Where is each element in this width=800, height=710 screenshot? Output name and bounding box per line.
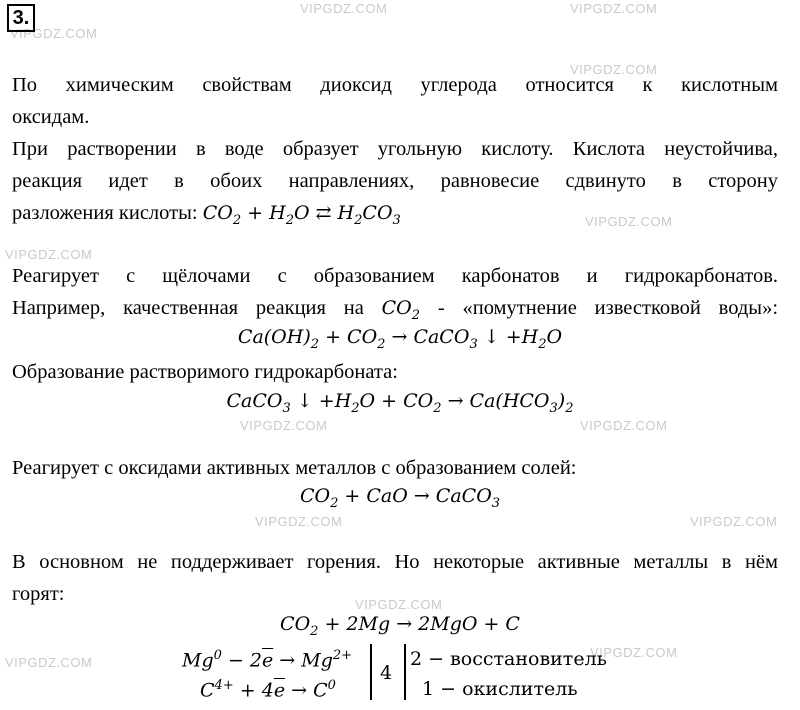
reducer-label: 2 − восстановитель (410, 648, 607, 670)
equation-magnesium: $CO_2 + 2Mg \to 2MgO + C$ (280, 613, 520, 639)
paragraph-4 (12, 356, 778, 388)
equation-cao: $CO_2$ + CaO → CaCO$_3$ (299, 485, 501, 511)
watermark: VIPGDZ.COM (355, 597, 443, 612)
text-line: В основном не поддерживает горения. Но некоторые активные металлы в нём (12, 551, 778, 573)
equation-limewater: $Ca(OH)_2 + CO_2$ → CaCO$_3$ ↓ $+H_2O$ (237, 326, 563, 352)
watermark: VIPGDZ.COM (590, 645, 678, 660)
watermark: VIPGDZ.COM (690, 514, 778, 529)
paragraph-3 (12, 260, 778, 332)
watermark: VIPGDZ.COM (5, 655, 93, 670)
watermark: VIPGDZ.COM (5, 247, 93, 262)
formula-co2: $CO_2$ (381, 297, 421, 323)
text-fragment: - «помутнение известковой воды»: (437, 297, 779, 319)
equation-carbonic-acid: $CO_2 + H_2O$ ⇄ $H_2CO_3$ (202, 202, 401, 228)
text-line: При растворении в воде образует угольную кислоту. Кислота неустойчива, (12, 138, 778, 160)
text-line (12, 197, 778, 237)
watermark: VIPGDZ.COM (240, 418, 328, 433)
oxidizer-label: 1 − окислитель (422, 678, 578, 700)
watermark: VIPGDZ.COM (570, 62, 658, 77)
paragraph-6 (12, 546, 778, 610)
paragraph-5 (12, 452, 778, 484)
divider (370, 644, 372, 700)
text-line: Реагирует с оксидами активных металлов с образованием солей: (12, 457, 577, 479)
text-line: Реагирует с щёлочами с образованием карбонатов и гидрокарбонатов. (12, 265, 778, 287)
watermark: VIPGDZ.COM (255, 514, 343, 529)
text-line: По химическим свойствам диоксид углерода относится к кислотным (12, 74, 778, 96)
lcm-coefficient: 4 (380, 662, 393, 684)
text-line: Образование растворимого гидрокарбоната: (12, 361, 398, 383)
text-fragment: разложения кислоты: (12, 202, 198, 224)
half-reaction-reduction: $C^{4+} + 4\overline{e} \to C^0$ (200, 678, 336, 702)
watermark: VIPGDZ.COM (580, 418, 668, 433)
task-number: 3. (7, 4, 35, 32)
paragraph-1 (12, 69, 778, 133)
text-line: реакция идет в обоих направлениях, равновесие сдвинуто в сторону (12, 170, 778, 192)
text-line: оксидам. (12, 106, 90, 128)
watermark: VIPGDZ.COM (10, 26, 98, 41)
paragraph-2 (12, 133, 778, 237)
watermark: VIPGDZ.COM (585, 214, 673, 229)
divider (404, 644, 406, 700)
watermark: VIPGDZ.COM (300, 1, 388, 16)
text-line: горят: (12, 583, 65, 605)
equation-bicarbonate: CaCO$_3$ ↓ $+H_2O + CO_2 \to Ca(HCO_3)_2$ (226, 390, 574, 416)
half-reaction-oxidation: $Mg^0 - 2\overline{e} \to Mg^{2+}$ (182, 648, 353, 672)
text-fragment: Например, качественная реакция на (12, 297, 364, 319)
watermark: VIPGDZ.COM (570, 1, 658, 16)
